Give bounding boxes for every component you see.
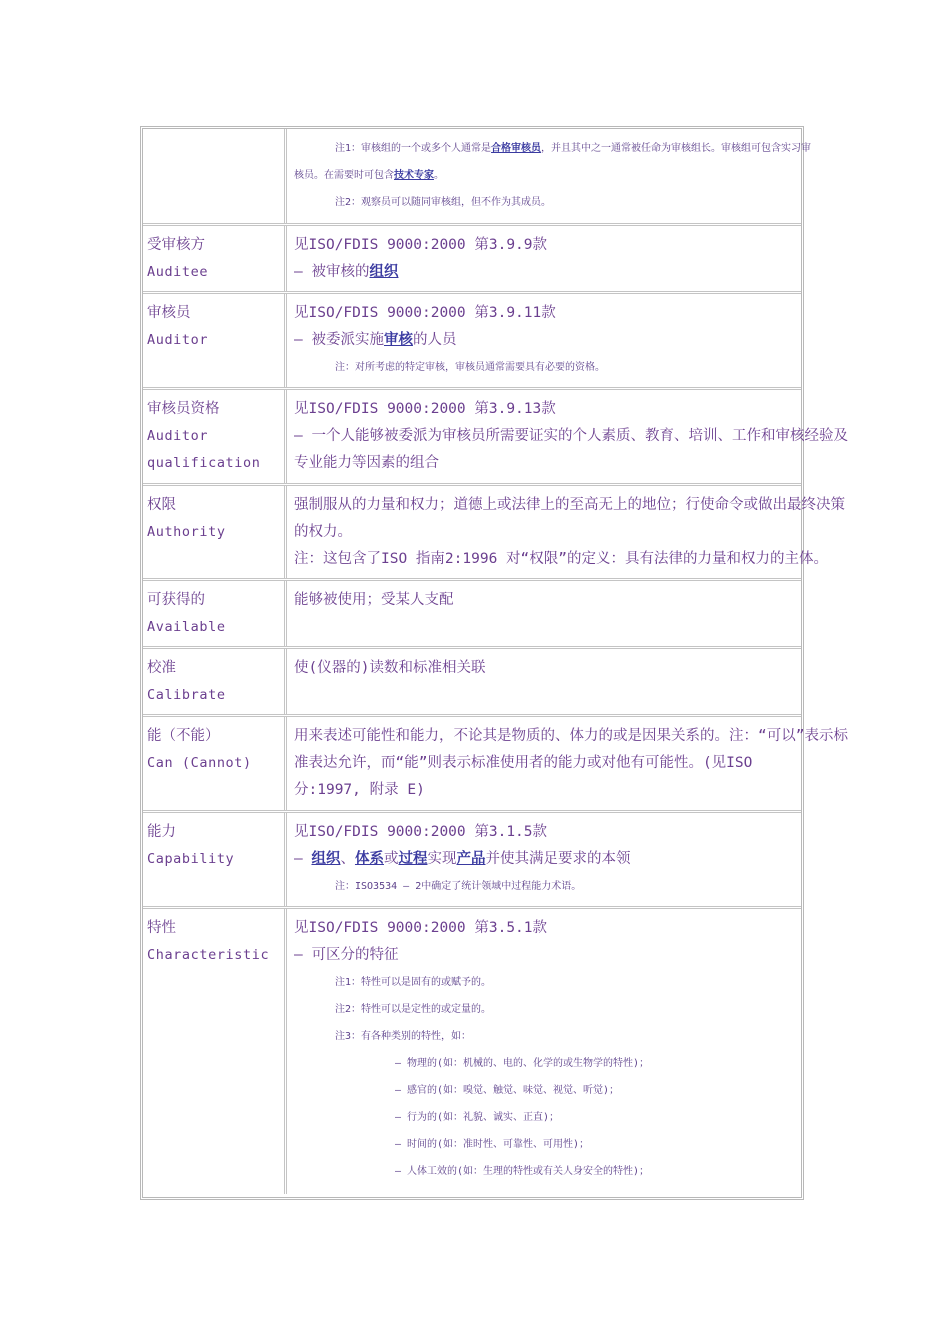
table-row bbox=[143, 909, 801, 1194]
note-line: 注2：观察员可以随同审核组，但不作为其成员。 bbox=[335, 197, 552, 208]
term-en: Auditor bbox=[147, 332, 209, 348]
qualified-auditor-link[interactable]: 合格审核员 bbox=[491, 143, 542, 154]
term-cn: 审核员资格 bbox=[147, 401, 220, 417]
table-row bbox=[143, 226, 801, 294]
term-en: Available bbox=[147, 619, 226, 635]
list-item: — 时间的(如：准时性、可靠性、可用性)； bbox=[395, 1139, 590, 1150]
table-row bbox=[143, 649, 801, 717]
definition-text: 实现 bbox=[427, 851, 457, 867]
term-cn: 校准 bbox=[147, 660, 176, 676]
reference: 见ISO/FDIS 9000:2000 第3.9.9款 bbox=[294, 237, 548, 253]
note-text: 注1：审核组的一个或多个人通常是 bbox=[335, 143, 492, 154]
term-cn: 权限 bbox=[147, 497, 176, 513]
term-cell bbox=[143, 390, 287, 483]
system-link[interactable]: 体系 bbox=[354, 851, 384, 867]
note-line bbox=[335, 135, 811, 162]
definition: — 可区分的特征 bbox=[294, 947, 399, 963]
term-cell bbox=[143, 813, 287, 906]
definition-text: 的人员 bbox=[412, 332, 457, 348]
reference: 见ISO/FDIS 9000:2000 第3.5.1款 bbox=[294, 920, 548, 936]
definition-text: 、 bbox=[340, 851, 355, 867]
definition bbox=[294, 327, 456, 354]
definition-cell bbox=[290, 129, 812, 223]
process-link[interactable]: 过程 bbox=[398, 851, 428, 867]
term-en: Can (Cannot) bbox=[147, 755, 252, 771]
definition-cell bbox=[290, 486, 845, 578]
definition bbox=[294, 259, 398, 286]
table-row bbox=[143, 294, 801, 390]
definition-note: 注：这包含了ISO 指南2:1996 对“权限”的定义：具有法律的力量和权力的主体。 bbox=[294, 551, 828, 567]
term-en: Auditor bbox=[147, 428, 209, 444]
definition-text: 或 bbox=[383, 851, 399, 867]
organization-link[interactable]: 组织 bbox=[369, 264, 399, 280]
definition: 专业能力等因素的组合 bbox=[294, 455, 439, 471]
note-line: 注3：有各种类别的特性，如： bbox=[335, 1031, 472, 1042]
term-cell bbox=[143, 649, 287, 714]
definition-cell bbox=[290, 294, 801, 387]
definition: 使(仪器的)读数和标准相关联 bbox=[294, 660, 486, 676]
definition: 能够被使用；受某人支配 bbox=[294, 592, 454, 608]
term-en: Capability bbox=[147, 851, 235, 867]
list-item: — 物理的(如：机械的、电的、化学的或生物学的特性)； bbox=[395, 1058, 650, 1069]
note-line: 注1：特性可以是固有的或赋予的。 bbox=[335, 977, 492, 988]
term-cn: 能（不能） bbox=[147, 728, 220, 744]
table-row bbox=[143, 486, 845, 581]
audit-link[interactable]: 审核 bbox=[383, 332, 413, 348]
definition-text: — 被审核的 bbox=[294, 264, 370, 280]
note-line: 注2：特性可以是定性的或定量的。 bbox=[335, 1004, 492, 1015]
definitions-table bbox=[140, 126, 848, 1200]
definition: 分:1997, 附录 E) bbox=[294, 782, 425, 798]
definition-cell bbox=[290, 390, 848, 483]
list-item: — 人体工效的(如：生理的特性或有关人身安全的特性)； bbox=[395, 1166, 650, 1177]
definition bbox=[294, 846, 630, 873]
term-en: qualification bbox=[147, 455, 261, 471]
definition: 强制服从的力量和权力；道德上或法律上的至高无上的地位；行使命令或做出最终决策 bbox=[294, 497, 845, 513]
definition-cell bbox=[290, 717, 848, 810]
term-cell bbox=[143, 129, 287, 223]
term-cn: 可获得的 bbox=[147, 592, 205, 608]
term-en: Characteristic bbox=[147, 947, 270, 963]
product-link[interactable]: 产品 bbox=[456, 851, 486, 867]
reference: 见ISO/FDIS 9000:2000 第3.1.5款 bbox=[294, 824, 548, 840]
term-cell bbox=[143, 581, 287, 646]
definition-cell bbox=[290, 649, 801, 714]
technical-expert-link[interactable]: 技术专家 bbox=[394, 170, 434, 181]
definition-text: — 被委派实施 bbox=[294, 332, 384, 348]
term-cell bbox=[143, 226, 287, 291]
reference: 见ISO/FDIS 9000:2000 第3.9.11款 bbox=[294, 305, 556, 321]
note-text: 核员。在需要时可包含 bbox=[294, 170, 394, 181]
list-item: — 行为的(如：礼貌、诚实、正直)； bbox=[395, 1112, 560, 1123]
table-row bbox=[143, 390, 848, 486]
term-cell bbox=[143, 909, 287, 1194]
term-cell bbox=[143, 294, 287, 387]
list-item: — 感官的(如：嗅觉、触觉、味觉、视觉、听觉)； bbox=[395, 1085, 620, 1096]
note-line: 注：ISO3534 – 2中确定了统计领域中过程能力术语。 bbox=[335, 881, 582, 892]
note-line bbox=[294, 162, 444, 189]
definition-cell bbox=[290, 226, 801, 291]
table-row bbox=[143, 129, 812, 226]
definition-cell bbox=[290, 581, 801, 646]
note-text: ，并且其中之一通常被任命为审核组长。审核组可包含实习审 bbox=[541, 143, 812, 154]
definition: 用来表述可能性和能力，不论其是物质的、体力的或是因果关系的。注：“可以”表示标 bbox=[294, 728, 848, 744]
definition: 的权力。 bbox=[294, 524, 352, 540]
term-cell bbox=[143, 486, 287, 578]
definition-cell bbox=[290, 813, 801, 906]
term-cn: 审核员 bbox=[147, 305, 191, 321]
definition: — 一个人能够被委派为审核员所需要证实的个人素质、教育、培训、工作和审核经验及 bbox=[294, 428, 848, 444]
term-en: Authority bbox=[147, 524, 226, 540]
note-text: 。 bbox=[434, 170, 444, 181]
definition-text: 并使其满足要求的本领 bbox=[485, 851, 631, 867]
organization-link[interactable]: 组织 bbox=[311, 851, 341, 867]
definition: 准表达允许，而“能”则表示标准使用者的能力或对他有可能性。(见ISO bbox=[294, 755, 753, 771]
note-line: 注：对所考虑的特定审核，审核员通常需要具有必要的资格。 bbox=[335, 362, 605, 373]
definition-text: — bbox=[294, 851, 303, 867]
term-cn: 受审核方 bbox=[147, 237, 205, 253]
term-cn: 能力 bbox=[147, 824, 176, 840]
definition-cell bbox=[290, 909, 801, 1194]
table-row bbox=[143, 717, 848, 813]
reference: 见ISO/FDIS 9000:2000 第3.9.13款 bbox=[294, 401, 556, 417]
term-cell bbox=[143, 717, 287, 810]
term-en: Calibrate bbox=[147, 687, 226, 703]
term-en: Auditee bbox=[147, 264, 209, 280]
table-row bbox=[143, 581, 801, 649]
term-cn: 特性 bbox=[147, 920, 176, 936]
table-row bbox=[143, 813, 801, 909]
